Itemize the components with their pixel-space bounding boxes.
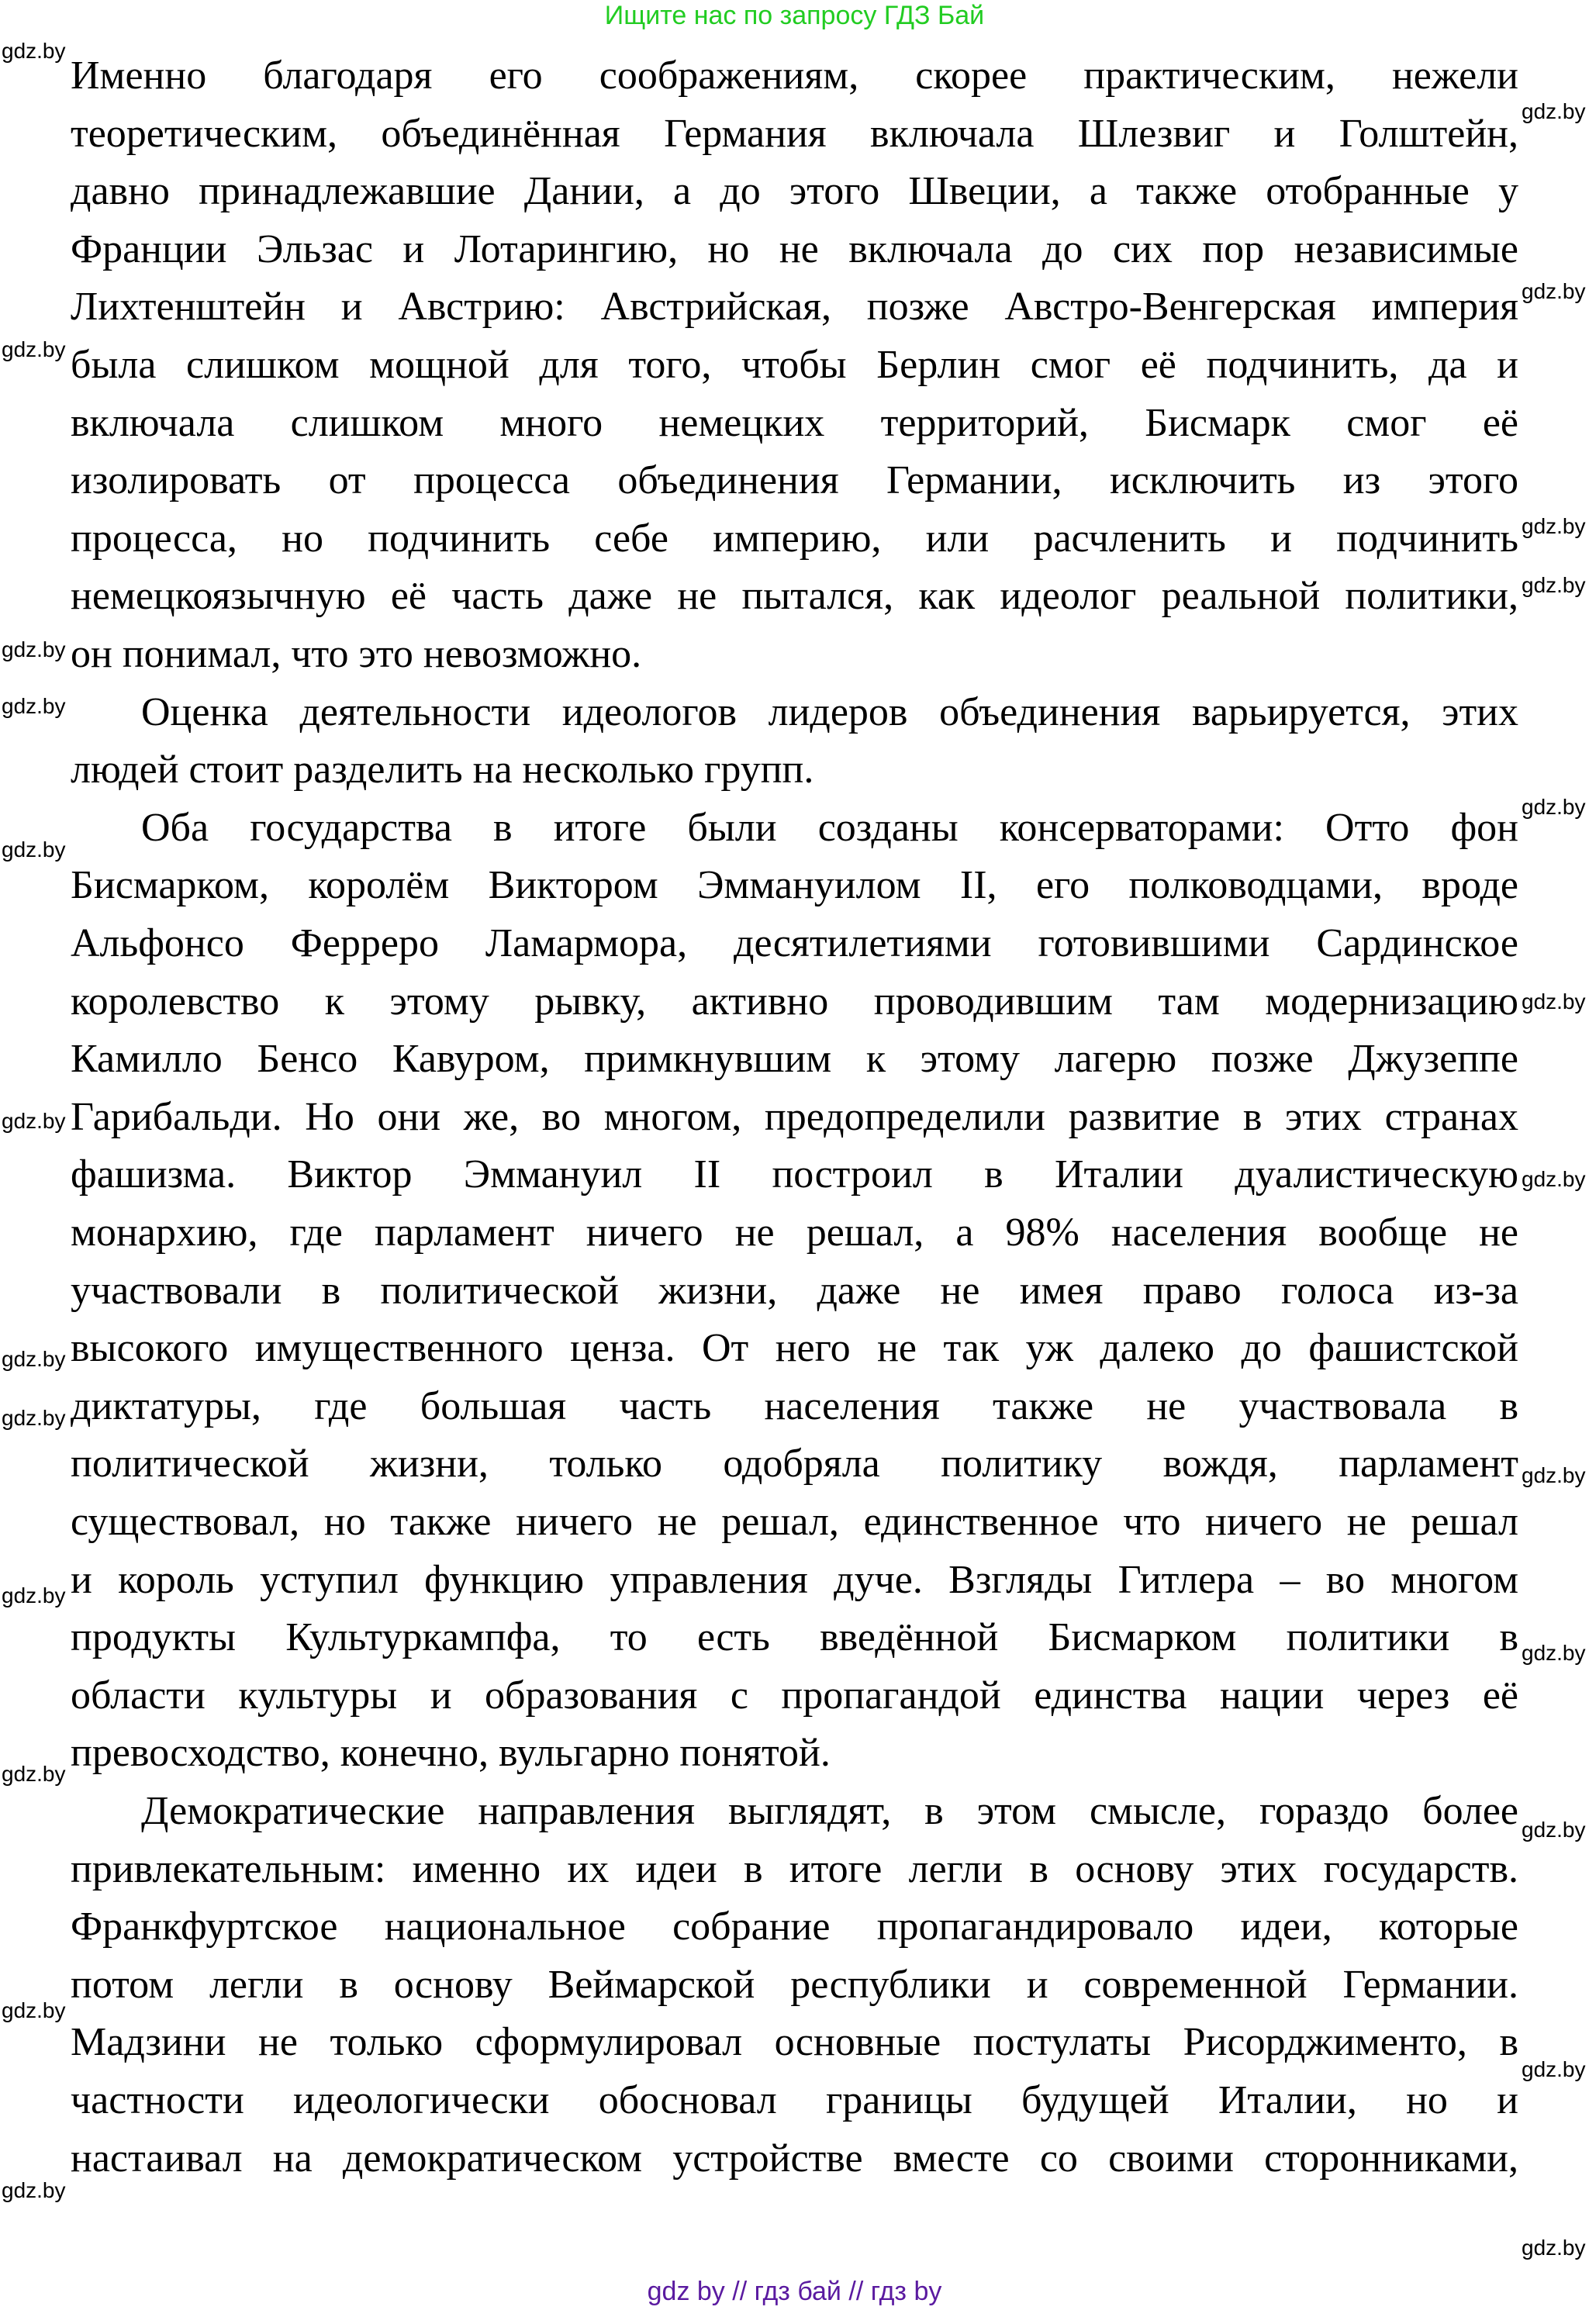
text-line: людей стоит разделить на несколько групп. [71,748,814,793]
footer-watermark: gdz by // гдз бай // гдз by [647,2277,942,2306]
gdz-watermark: gdz.by [2,1998,66,2023]
text-line: области культуры и образования с пропагандой единства нации через её [71,1673,1518,1718]
text-line: частности идеологически обосновал границы будущей Италии, но и [71,2078,1518,2122]
text-line: Демократические направления выглядят, в этом смысле, гораздо более [141,1789,1518,1833]
gdz-watermark: gdz.by [1522,99,1586,124]
gdz-watermark: gdz.by [1522,573,1586,597]
gdz-watermark: gdz.by [2,2177,66,2202]
gdz-watermark: gdz.by [2,337,66,362]
text-line: он понимал, что это невозможно. [71,632,642,676]
text-line: фашизма. Виктор Эммануил II построил в Италии дуалистическую [71,1152,1518,1197]
text-line: Альфонсо Ферреро Ламармора, десятилетиями готовившими Сардинское [71,921,1518,965]
text-line: изолировать от процесса объединения Германии, исключить из этого [71,458,1518,503]
text-line: монархию, где парламент ничего не решал, а 98% населения вообще не [71,1210,1518,1255]
gdz-watermark: gdz.by [2,637,66,662]
gdz-watermark: gdz.by [1522,278,1586,303]
gdz-watermark: gdz.by [1522,1462,1586,1487]
gdz-watermark: gdz.by [2,837,66,862]
text-line: Оба государства в итоге были созданы консерваторами: Отто фон [141,805,1518,850]
text-line: участвовали в политической жизни, даже не имея право голоса из-за [71,1268,1518,1313]
text-line: потом легли в основу Веймарской республики и современной Германии. [71,1962,1518,2007]
gdz-watermark: gdz.by [1522,1641,1586,1666]
text-line: была слишком мощной для того, чтобы Берлин смог её подчинить, да и [71,343,1518,387]
text-line: королевство к этому рывку, активно проводившим там модернизацию [71,979,1518,1024]
text-line: немецкоязычную её часть даже не пытался, как идеолог реальной политики, [71,574,1518,619]
gdz-watermark: gdz.by [1522,2235,1586,2260]
gdz-watermark: gdz.by [2,693,66,718]
gdz-watermark: gdz.by [2,1346,66,1371]
gdz-watermark: gdz.by [1522,795,1586,820]
gdz-watermark: gdz.by [1522,1167,1586,1192]
text-line: продукты Культуркампфа, то есть введённой Бисмарком политики в [71,1615,1518,1660]
text-line: превосходство, конечно, вульгарно понятой. [71,1731,831,1776]
text-line: Оценка деятельности идеологов лидеров объединения варьируется, этих [141,689,1518,734]
text-line: привлекательным: именно их идеи в итоге легли в основу этих государств. [71,1846,1518,1891]
text-line: давно принадлежавшие Дании, а до этого Швеции, а также отобранные у [71,169,1518,214]
text-line: Камилло Бенсо Кавуром, примкнувшим к этому лагерю позже Джузеппе [71,1037,1518,1082]
text-line: политической жизни, только одобряла политику вождя, парламент [71,1442,1518,1487]
text-line: Мадзини не только сформулировал основные постулаты Рисорджименто, в [71,2020,1518,2065]
text-line: существовал, но также ничего не решал, единственное что ничего не решал [71,1500,1518,1544]
text-line: высокого имущественного ценза. От него не так уж далеко до фашистской [71,1326,1518,1371]
text-line: настаивал на демократическом устройстве вместе со своими сторонниками, [71,2136,1518,2181]
gdz-watermark: gdz.by [2,1583,66,1608]
text-line: теоретическим, объединённая Германия включала Шлезвиг и Голштейн, [71,111,1518,156]
text-line: Франкфуртское национальное собрание пропагандировало идеи, которые [71,1904,1518,1949]
text-line: Бисмарком, королём Виктором Эммануилом II, его полководцами, вроде [71,863,1518,908]
text-line: Именно благодаря его соображениям, скорее практическим, нежели [71,54,1518,98]
gdz-watermark: gdz.by [1522,2057,1586,2082]
search-hint-banner: Ищите нас по запросу ГДЗ Бай [604,1,985,30]
text-line: Лихтенштейн и Австрию: Австрийская, позже Австро-Венгерская империя [71,285,1518,330]
gdz-watermark: gdz.by [2,1761,66,1786]
gdz-watermark: gdz.by [1522,1817,1586,1842]
gdz-watermark: gdz.by [2,39,66,64]
text-line: процесса, но подчинить себе империю, или расчленить и подчинить [71,516,1518,561]
text-line: включала слишком много немецких территорий, Бисмарк смог её [71,400,1518,445]
gdz-watermark: gdz.by [1522,989,1586,1014]
gdz-watermark: gdz.by [2,1405,66,1430]
text-line: Франции Эльзас и Лотарингию, но не включала до сих пор независимые [71,226,1518,271]
gdz-watermark: gdz.by [2,1108,66,1133]
text-line: диктатуры, где большая часть населения также не участвовала в [71,1383,1518,1428]
text-line: Гарибальди. Но они же, во многом, предопределили развитие в этих странах [71,1094,1518,1139]
text-line: и король уступил функцию управления дуче. Взгляды Гитлера – во многом [71,1557,1518,1602]
gdz-watermark: gdz.by [1522,514,1586,539]
